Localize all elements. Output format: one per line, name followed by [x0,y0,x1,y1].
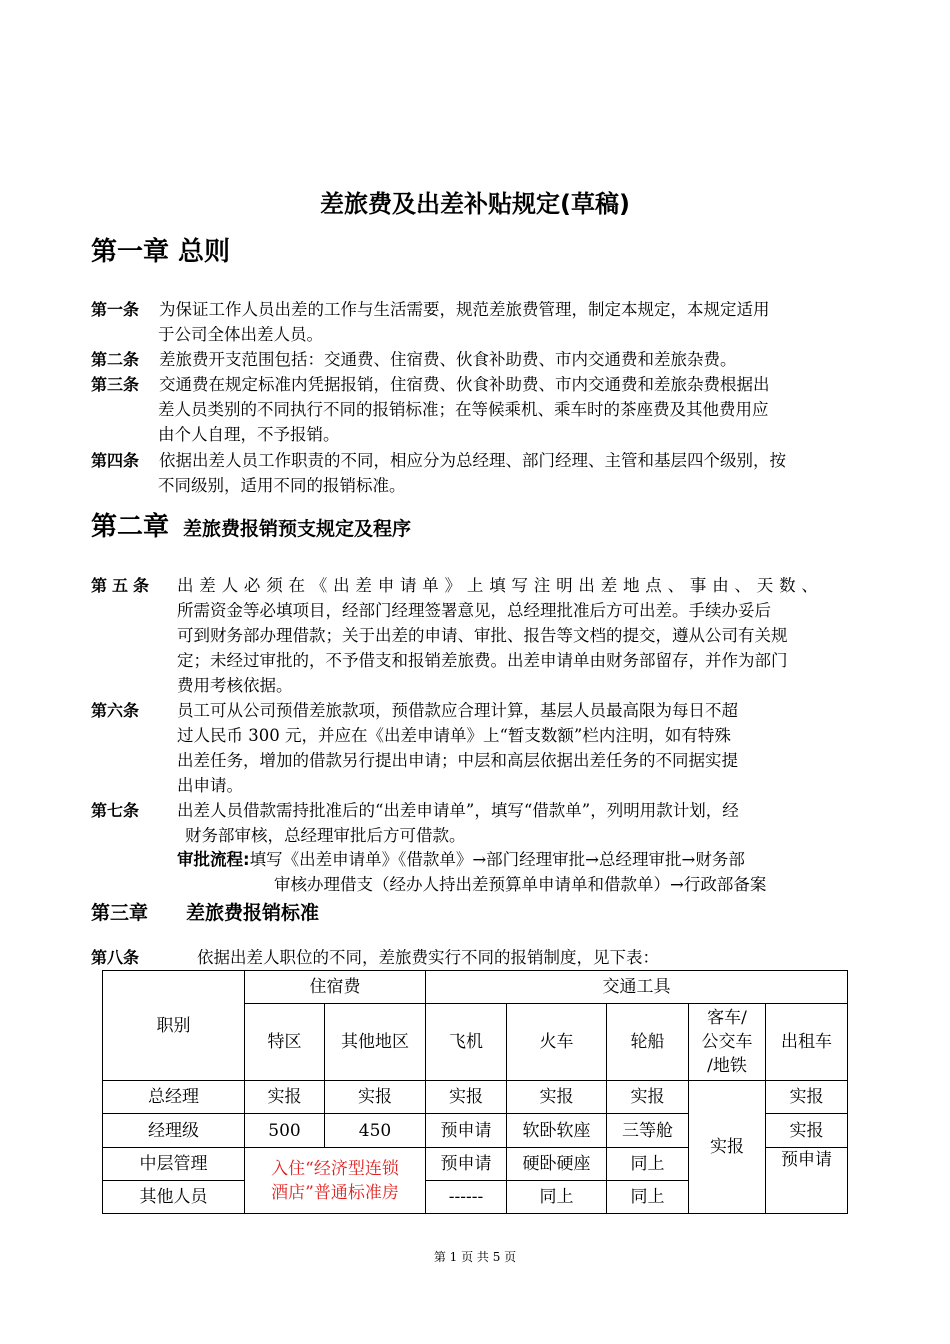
article-5-text-3: 可到财务部办理借款；关于出差的申请、审批、报告等文档的提交，遵从公司有关规 [177,626,788,645]
article-5-text-1: 出差人必须在《出差申请单》上填写注明出差地点、事由、天数、 [177,576,824,595]
article-2-label: 第二条 [91,350,140,369]
document-title: 差旅费及出差补贴规定(草稿) [320,190,630,218]
expense-standard-table [102,970,848,1214]
header-bus-line-1: 客车/ [707,1008,747,1028]
header-lodging: 住宿费 [245,971,426,1004]
header-position: 职别 [103,971,245,1081]
lodging-note-line-1: 入住“经济型连锁 [271,1158,399,1179]
cell-ship: 三等舱 [607,1114,689,1148]
header-special-zone: 特区 [245,1004,325,1081]
cell-train: 软卧软座 [507,1114,607,1148]
cell-plane: 预申请 [426,1148,507,1181]
cell-position: 中层管理 [103,1148,245,1181]
cell-special: 实报 [245,1081,325,1114]
article-1-label: 第一条 [91,300,140,319]
cell-lodging-note [245,1148,426,1214]
header-other-region: 其他地区 [325,1004,426,1081]
article-6-label: 第六条 [91,701,140,720]
article-6 [91,699,738,723]
approval-flow [177,848,745,872]
article-6-text-2: 过人民币 300 元，并应在《出差申请单》上“暂支数额”栏内注明，如有特殊 [177,726,731,745]
article-3 [91,373,770,397]
article-7 [91,799,739,823]
article-1 [91,298,770,322]
article-3-text-3: 由个人自理，不予报销。 [158,425,340,444]
header-bus-line-3: /地铁 [707,1056,747,1076]
article-7-text-2: 财务部审核，总经理审批后方可借款。 [185,826,466,845]
chapter-2-name: 差旅费报销预支规定及程序 [183,518,412,540]
article-4-text-2: 不同级别，适用不同的报销标准。 [158,476,406,495]
header-transport: 交通工具 [426,971,848,1004]
chapter-1-heading: 第一章 总则 [91,237,231,267]
article-6-text-4: 出申请。 [177,776,243,795]
header-taxi: 出租车 [766,1004,848,1081]
article-5-text-5: 费用考核依据。 [177,676,293,695]
article-2-text-1: 差旅费开支范围包括：交通费、住宿费、伙食补助费、市内交通费和差旅杂费。 [159,350,737,369]
article-6-text-1: 员工可从公司预借差旅款项，预借款应合理计算，基层人员最高限为每日不超 [177,701,738,720]
cell-plane: 实报 [426,1081,507,1114]
chapter-3-heading [91,898,319,925]
cell-other: 实报 [325,1081,426,1114]
cell-train: 同上 [507,1181,607,1214]
article-8-text-1: 依据出差人职位的不同，差旅费实行不同的报销制度，见下表： [197,948,659,967]
article-7-label: 第七条 [91,801,140,820]
article-5-text-2: 所需资金等必填项目，经部门经理签署意见，总经理批准后方可出差。手续办妥后 [177,601,771,620]
article-3-text-2: 差人员类别的不同执行不同的报销标准；在等候乘机、乘车时的茶座费及其他费用应 [158,400,769,419]
chapter-3-number: 第三章 [91,902,149,924]
chapter-2-number: 第二章 [91,512,170,542]
cell-bus: 实报 [689,1081,766,1214]
approval-flow-label: 审批流程: [177,850,250,869]
header-train: 火车 [507,1004,607,1081]
article-1-text-2: 于公司全体出差人员。 [158,325,323,344]
article-4-text-1: 依据出差人员工作职责的不同，相应分为总经理、部门经理、主管和基层四个级别，按 [159,451,786,470]
article-4-label: 第四条 [91,451,140,470]
approval-flow-text-1: 填写《出差申请单》《借款单》→部门经理审批→总经理审批→财务部 [249,850,745,869]
cell-train: 硬卧硬座 [507,1148,607,1181]
cell-position: 其他人员 [103,1181,245,1214]
header-ship: 轮船 [607,1004,689,1081]
cell-taxi: 实报 [766,1114,848,1148]
cell-ship: 同上 [607,1181,689,1214]
article-7-text-1: 出差人员借款需持批准后的“出差申请单”，填写“借款单”，列明用款计划，经 [177,801,739,820]
article-3-text-1: 交通费在规定标准内凭据报销，住宿费、伙食补助费、市内交通费和差旅杂费根据出 [159,375,770,394]
cell-ship: 实报 [607,1081,689,1114]
chapter-3-name: 差旅费报销标准 [186,902,320,924]
header-bus [689,1004,766,1081]
table-row [103,1081,848,1114]
article-8-label: 第八条 [91,948,140,967]
cell-taxi: 实报 [766,1081,848,1114]
approval-flow-text-2: 审核办理借支（经办人持出差预算单申请单和借款单）→行政部备案 [274,875,767,894]
cell-ship: 同上 [607,1148,689,1181]
article-4 [91,449,786,473]
cell-position: 经理级 [103,1114,245,1148]
article-5 [91,574,824,598]
article-8 [91,946,659,970]
cell-special: 500 [245,1114,325,1148]
article-3-label: 第三条 [91,375,140,394]
lodging-note-line-2: 酒店”普通标准房 [271,1182,399,1203]
cell-plane: 预申请 [426,1114,507,1148]
article-5-label: 第五条 [91,576,155,595]
cell-taxi: 预申请 [766,1148,848,1214]
cell-position: 总经理 [103,1081,245,1114]
article-1-text-1: 为保证工作人员出差的工作与生活需要，规范差旅费管理，制定本规定，本规定适用 [159,300,770,319]
chapter-2-heading [91,506,411,543]
article-6-text-3: 出差任务，增加的借款另行提出申请；中层和高层依据出差任务的不同据实提 [177,751,738,770]
header-bus-line-2: 公交车 [701,1032,753,1052]
cell-plane: ------ [426,1181,507,1214]
page-footer: 第 1 页 共 5 页 [433,1250,517,1264]
cell-train: 实报 [507,1081,607,1114]
article-2 [91,348,737,372]
cell-other: 450 [325,1114,426,1148]
header-plane: 飞机 [426,1004,507,1081]
article-5-text-4: 定；未经过审批的，不予借支和报销差旅费。出差申请单由财务部留存，并作为部门 [177,651,788,670]
